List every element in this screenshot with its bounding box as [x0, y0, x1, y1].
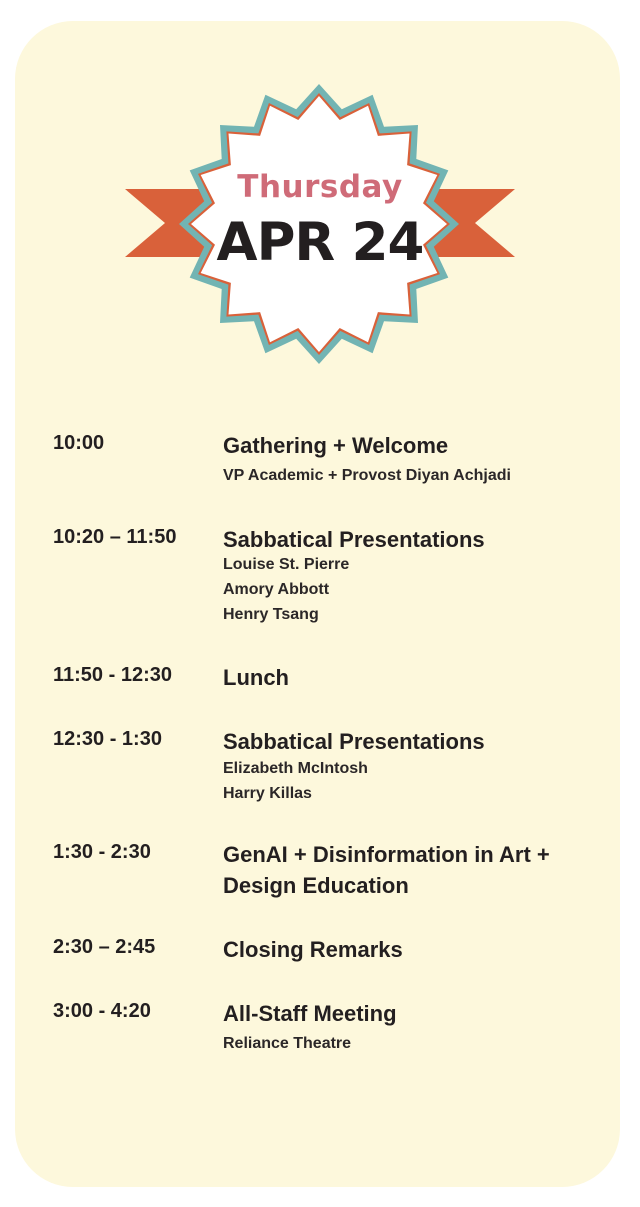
time-label: 10:00 — [53, 432, 105, 454]
session-title: Closing Remarks — [223, 937, 403, 962]
speaker-name: VP Academic + Provost Diyan Achjadi — [223, 467, 511, 484]
session-title: GenAI + Disinformation in Art + Design Education — [223, 842, 550, 898]
speaker-list — [223, 552, 593, 627]
time-label: 2:30 – 2:45 — [53, 936, 156, 958]
time-label: 12:30 - 1:30 — [53, 728, 162, 750]
session-title: All-Staff Meeting — [223, 1001, 397, 1026]
speaker-list — [223, 1031, 593, 1056]
session-title: Gathering + Welcome — [223, 433, 449, 458]
speaker-name: Louise St. Pierre — [223, 556, 350, 573]
date-label: APR 24 — [216, 212, 424, 273]
day-label: Thursday — [237, 169, 403, 205]
time-label: 1:30 - 2:30 — [53, 841, 151, 863]
session-title: Lunch — [223, 665, 289, 690]
time-label: 11:50 - 12:30 — [53, 664, 172, 686]
session-title: Sabbatical Presentations — [223, 527, 485, 552]
date-badge — [120, 82, 520, 372]
session-title: Sabbatical Presentations — [223, 729, 485, 754]
speaker-list — [223, 463, 593, 488]
speaker-name: Elizabeth McIntosh — [223, 760, 368, 777]
speaker-list — [223, 756, 593, 806]
speaker-name: Amory Abbott — [223, 581, 330, 598]
time-label: 3:00 - 4:20 — [53, 1000, 151, 1022]
speaker-name: Reliance Theatre — [223, 1035, 352, 1052]
speaker-name: Harry Killas — [223, 785, 312, 802]
speaker-name: Henry Tsang — [223, 606, 319, 623]
time-label: 10:20 – 11:50 — [53, 526, 177, 548]
